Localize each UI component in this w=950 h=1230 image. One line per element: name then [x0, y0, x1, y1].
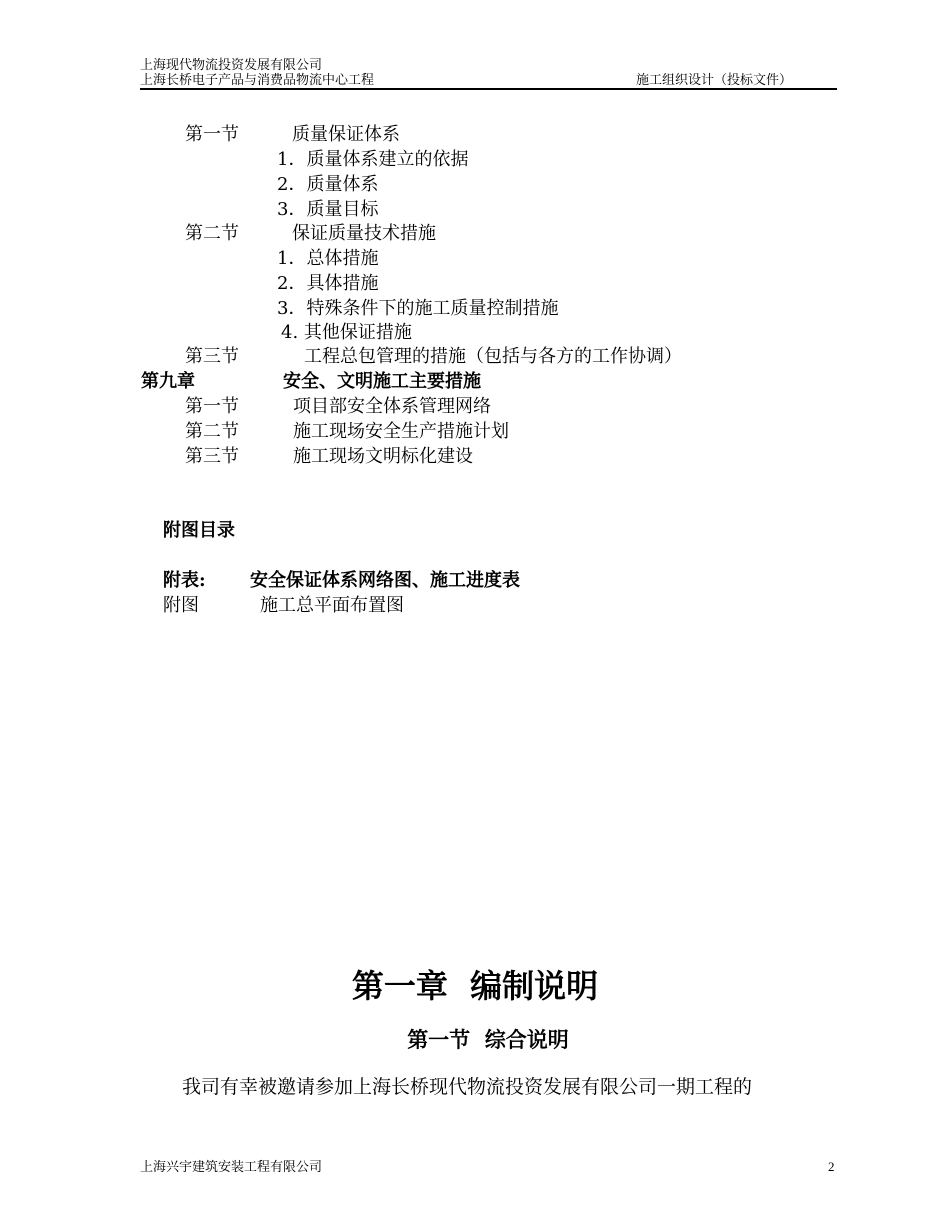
- toc-item: 2．具体措施: [277, 273, 379, 294]
- toc-chapter-label: 第九章: [141, 371, 195, 392]
- header-doc-type: 施工组织设计（投标文件）: [636, 72, 793, 87]
- header-rule: [140, 88, 837, 90]
- section-title: 第一节 综合说明: [407, 1028, 569, 1052]
- toc-item: 3．特殊条件下的施工质量控制措施: [277, 298, 559, 319]
- toc-section-label: 第二节: [185, 223, 239, 244]
- appendix-figure-label: 附图: [163, 595, 199, 616]
- toc-item: 1．质量体系建立的依据: [277, 149, 469, 170]
- toc-section-label: 第二节: [185, 421, 239, 442]
- toc-chapter-title: 安全、文明施工主要措施: [283, 371, 481, 392]
- toc-section-label: 第三节: [185, 446, 239, 467]
- page-number: 2: [828, 1159, 835, 1174]
- appendix-heading: 附图目录: [163, 520, 235, 541]
- chapter-title: 第一章 编制说明: [351, 967, 599, 1005]
- toc-section-title: 保证质量技术措施: [292, 223, 436, 244]
- toc-section-title: 工程总包管理的措施（包括与各方的工作协调）: [304, 346, 682, 367]
- toc-section-title: 施工现场安全生产措施计划: [293, 421, 509, 442]
- toc-section-label: 第一节: [185, 124, 239, 145]
- toc-section-title: 质量保证体系: [292, 124, 400, 145]
- toc-item: 4. 其他保证措施: [281, 322, 412, 343]
- footer-company: 上海兴宇建筑安装工程有限公司: [140, 1159, 323, 1174]
- toc-section-title: 项目部安全体系管理网络: [293, 396, 491, 417]
- toc-item: 2．质量体系: [277, 174, 379, 195]
- header-project: 上海长桥电子产品与消费品物流中心工程: [140, 72, 375, 87]
- appendix-figure-title: 施工总平面布置图: [260, 595, 404, 616]
- toc-section-label: 第一节: [185, 396, 239, 417]
- header-company: 上海现代物流投资发展有限公司: [140, 57, 323, 72]
- toc-item: 3．质量目标: [277, 199, 379, 220]
- toc-section-label: 第三节: [185, 346, 239, 367]
- appendix-table-label: 附表:: [163, 570, 206, 591]
- toc-item: 1．总体措施: [277, 248, 379, 269]
- appendix-table-title: 安全保证体系网络图、施工进度表: [250, 570, 520, 591]
- toc-section-title: 施工现场文明标化建设: [293, 446, 473, 467]
- body-paragraph: 我司有幸被邀请参加上海长桥现代物流投资发展有限公司一期工程的: [182, 1076, 753, 1098]
